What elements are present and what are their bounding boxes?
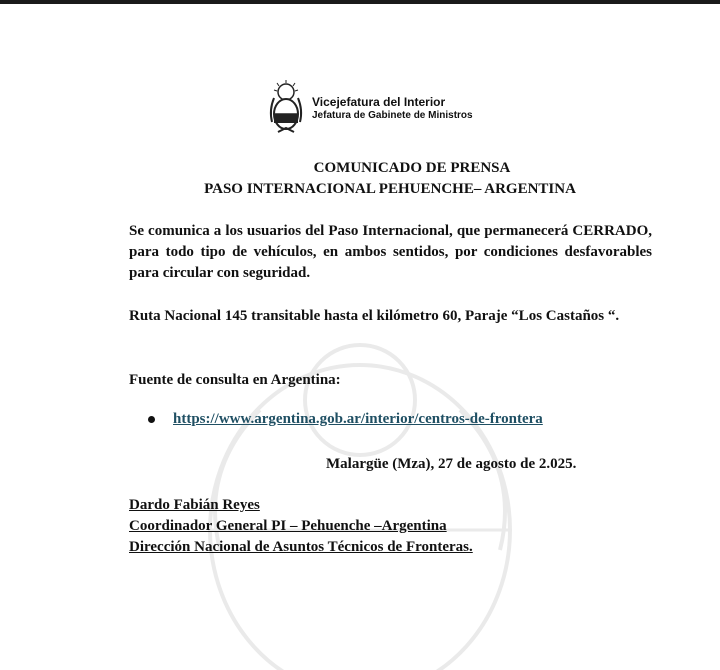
source-link[interactable]: https://www.argentina.gob.ar/interior/centros-de-frontera <box>173 411 543 427</box>
top-border <box>0 0 720 4</box>
org-name: Vicejefatura del Interior <box>312 95 446 109</box>
signatory-role: Coordinador General PI – Pehuenche –Argentina <box>129 518 447 534</box>
document-title: COMUNICADO DE PRENSA <box>313 160 511 176</box>
signatory-name: Dardo Fabián Reyes <box>129 497 260 513</box>
source-label: Fuente de consulta en Argentina: <box>129 372 341 388</box>
signatory-office: Dirección Nacional de Asuntos Técnicos de Fronteras. <box>129 539 473 555</box>
letterhead <box>266 80 473 138</box>
closure-paragraph: Se comunica a los usuarios del Paso Internacional, que permanecerá CERRADO, para todo tipo de vehículos, en ambos sentidos, por condiciones desfavorables para circular con seguridad. <box>129 223 652 281</box>
coat-of-arms-icon <box>266 80 306 138</box>
document-subtitle: PASO INTERNACIONAL PEHUENCHE– ARGENTINA <box>204 181 576 197</box>
date-line: Malargüe (Mza), 27 de agosto de 2.025. <box>326 456 577 472</box>
bullet-icon <box>148 416 155 423</box>
route-paragraph: Ruta Nacional 145 transitable hasta el kilómetro 60, Paraje “Los Castaños “. <box>129 308 620 324</box>
org-subname: Jefatura de Gabinete de Ministros <box>312 110 473 121</box>
source-list-item <box>148 411 543 428</box>
